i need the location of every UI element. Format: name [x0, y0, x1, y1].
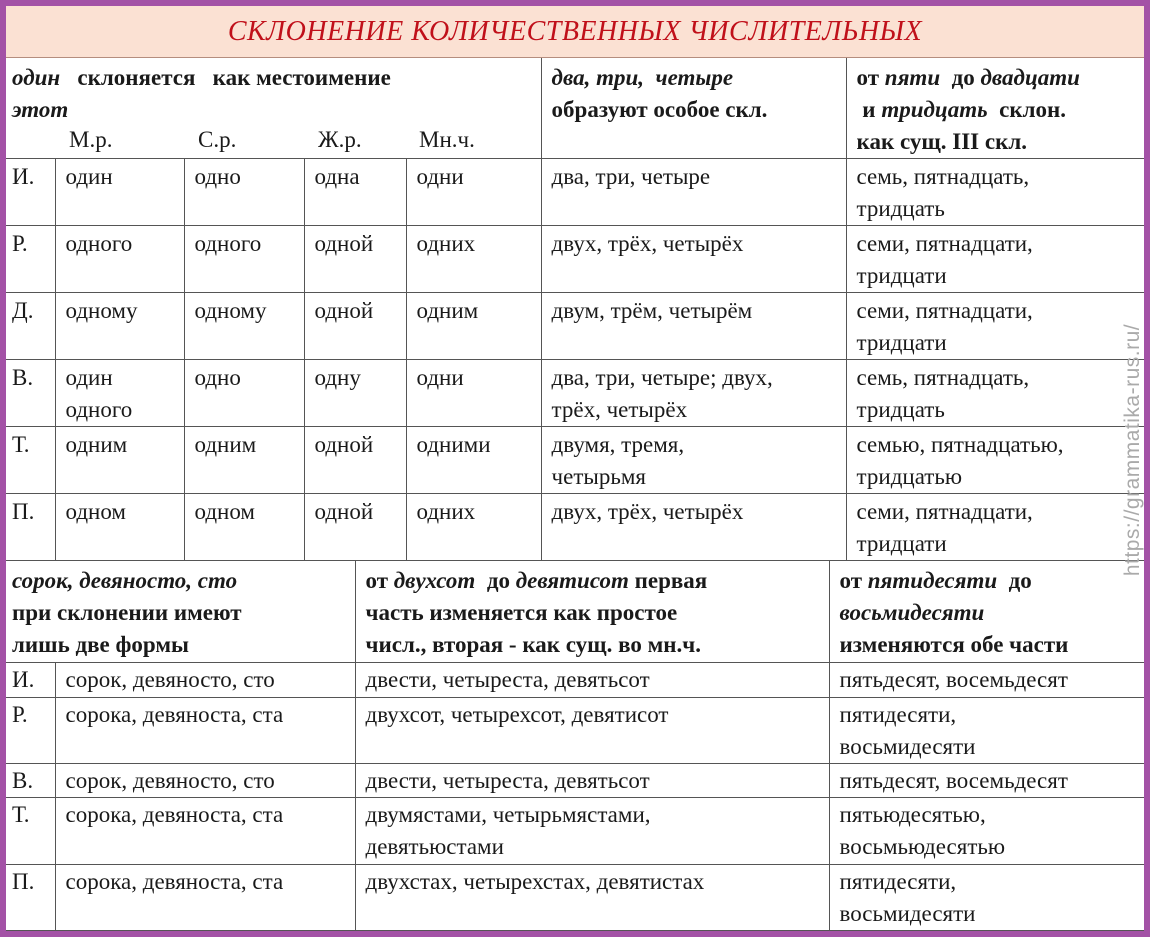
cell-hundreds	[355, 697, 829, 763]
cell-text: двумя, тремя,	[551, 432, 685, 457]
cell-masc	[55, 293, 184, 360]
cell-five-thirty	[846, 494, 1144, 561]
cell-text: семью, пятнадцатью,	[856, 432, 1064, 457]
cell-text: двух, трёх, четырёх	[551, 231, 744, 256]
cell-two-four	[541, 159, 846, 226]
gender-n: С.р.	[198, 127, 237, 152]
cell-fem	[304, 159, 406, 226]
cell-tens	[829, 662, 1144, 697]
cell-fem	[304, 494, 406, 561]
cell-text: девятьюстами	[365, 833, 504, 859]
cell-sorok	[55, 797, 355, 864]
cell-text: тридцать	[856, 397, 945, 422]
case-label	[6, 797, 55, 864]
cell-text: сорока, девяноста, ста	[65, 701, 284, 727]
table-row	[6, 797, 1144, 864]
cell-text: один	[65, 164, 113, 189]
cell-text: сорок, девяносто, сто	[65, 666, 275, 692]
case-label	[6, 763, 55, 797]
cell-text: одному	[194, 298, 267, 323]
cell-plural	[406, 494, 541, 561]
cell-text: одних	[416, 499, 476, 524]
cell-text: одного	[65, 231, 133, 256]
cell-masc	[55, 494, 184, 561]
cell-text: семи, пятнадцати,	[856, 298, 1033, 323]
cell-text: семь, пятнадцать,	[856, 365, 1030, 390]
cell-sorok	[55, 662, 355, 697]
header-pyat: от пяти до двадцати и тридцать склон. как сущ. III скл.	[846, 58, 1144, 159]
cell-masc	[55, 226, 184, 293]
cell-two-four	[541, 226, 846, 293]
cell-text: одной	[314, 432, 374, 457]
cell-plural	[406, 427, 541, 494]
cell-text: семи, пятнадцати,	[856, 231, 1033, 256]
declension-table-top	[6, 58, 1144, 561]
cell-text: два, три, четыре; двух,	[551, 365, 773, 390]
cell-text: одни	[416, 164, 464, 189]
case-label	[6, 159, 55, 226]
header-row-bottom	[6, 561, 1144, 662]
cell-text: одного	[194, 231, 262, 256]
cell-two-four	[541, 360, 846, 427]
cell-text: двести, четыреста, девятьсот	[365, 767, 650, 793]
cell-neut	[184, 494, 304, 561]
table-row	[6, 763, 1144, 797]
cell-text: одних	[416, 231, 476, 256]
cell-sorok	[55, 864, 355, 930]
cell-text: П.	[12, 868, 35, 894]
case-label	[6, 293, 55, 360]
cell-plural	[406, 360, 541, 427]
header-dvuhsot: от двухсот до девятисот первая часть изменяется как простое числ., вторая - как сущ. во мн.ч.	[355, 561, 829, 662]
cell-tens	[829, 797, 1144, 864]
cell-text: тридцати	[856, 263, 947, 288]
watermark: https://grammatika-rus.ru/	[1121, 323, 1145, 577]
cell-text: двум, трём, четырём	[551, 298, 753, 323]
case-label	[6, 697, 55, 763]
cell-text: одно	[194, 365, 241, 390]
cell-text: П.	[12, 499, 35, 524]
cell-tens	[829, 763, 1144, 797]
cell-text: пятьдесят, восемьдесят	[839, 767, 1068, 793]
cell-text: одним	[416, 298, 479, 323]
cell-text: два, три, четыре	[551, 164, 711, 189]
cell-neut	[184, 293, 304, 360]
table-row	[6, 662, 1144, 697]
cell-text: трёх, четырёх	[551, 397, 688, 422]
cell-text: одному	[65, 298, 138, 323]
cell-text: двухстах, четырехстах, девятистах	[365, 868, 705, 894]
cell-hundreds	[355, 763, 829, 797]
cell-text: одними	[416, 432, 491, 457]
cell-text: одним	[194, 432, 257, 457]
cell-text: один	[65, 365, 113, 390]
table-row	[6, 427, 1144, 494]
cell-plural	[406, 159, 541, 226]
cell-sorok	[55, 697, 355, 763]
cell-text: В.	[12, 767, 34, 793]
cell-neut	[184, 159, 304, 226]
cell-neut	[184, 226, 304, 293]
cell-text: восьмидесяти	[839, 733, 976, 759]
cell-text: тридцатью	[856, 464, 963, 489]
header-pyatdesyat: от пятидесяти до восьмидесяти изменяются обе части	[829, 561, 1144, 662]
cell-text: В.	[12, 365, 34, 390]
table-row	[6, 697, 1144, 763]
cell-text: пятьдесят, восемьдесят	[839, 666, 1068, 692]
cell-text: Р.	[12, 701, 28, 727]
cell-text: двести, четыреста, девятьсот	[365, 666, 650, 692]
cell-tens	[829, 864, 1144, 930]
cell-text: одна	[314, 164, 360, 189]
cell-text: Д.	[12, 298, 34, 323]
cell-text: восьмьюдесятью	[839, 833, 1006, 859]
cell-five-thirty	[846, 226, 1144, 293]
cell-text: семь, пятнадцать,	[856, 164, 1030, 189]
gender-pl: Мн.ч.	[419, 127, 475, 152]
declension-table-bottom	[6, 561, 1144, 931]
cell-text: сорок, девяносто, сто	[65, 767, 275, 793]
gender-m: М.р.	[69, 127, 113, 152]
cell-text: Т.	[12, 801, 30, 827]
cell-text: одни	[416, 365, 464, 390]
table-row	[6, 159, 1144, 226]
case-label	[6, 427, 55, 494]
cell-hundreds	[355, 797, 829, 864]
cell-fem	[304, 293, 406, 360]
header-odin: один склоняется как местоимение этот М.р. С.р. Ж.р. Мн.ч.	[6, 58, 541, 159]
cell-text: Т.	[12, 432, 30, 457]
cell-two-four	[541, 427, 846, 494]
cell-text: сорока, девяноста, ста	[65, 868, 284, 894]
cell-text: И.	[12, 666, 35, 692]
cell-five-thirty	[846, 360, 1144, 427]
cell-text: двух, трёх, четырёх	[551, 499, 744, 524]
cell-text: Р.	[12, 231, 28, 256]
cell-text: двухсот, четырехсот, девятисот	[365, 701, 669, 727]
cell-text: одного	[65, 397, 133, 422]
header-dva: два, три, четыре образуют особое скл.	[541, 58, 846, 159]
cell-neut	[184, 427, 304, 494]
cell-plural	[406, 226, 541, 293]
table-row	[6, 293, 1144, 360]
cell-fem	[304, 427, 406, 494]
cell-text: одной	[314, 298, 374, 323]
cell-text: одном	[194, 499, 255, 524]
case-label	[6, 864, 55, 930]
cell-text: одним	[65, 432, 128, 457]
gender-f: Ж.р.	[318, 127, 362, 152]
table-row	[6, 360, 1144, 427]
cell-fem	[304, 360, 406, 427]
cell-five-thirty	[846, 159, 1144, 226]
cell-text: И.	[12, 164, 35, 189]
cell-text: пятьюдесятью,	[839, 801, 986, 827]
cell-text: одной	[314, 499, 374, 524]
page-title: СКЛОНЕНИЕ КОЛИЧЕСТВЕННЫХ ЧИСЛИТЕЛЬНЫХ	[6, 6, 1144, 58]
cell-text: двумястами, четырьмястами,	[365, 801, 651, 827]
cell-plural	[406, 293, 541, 360]
cell-text: одну	[314, 365, 361, 390]
cell-two-four	[541, 293, 846, 360]
case-label	[6, 494, 55, 561]
cell-text: тридцать	[856, 196, 945, 221]
cell-text: восьмидесяти	[839, 900, 976, 926]
cell-hundreds	[355, 662, 829, 697]
cell-five-thirty	[846, 427, 1144, 494]
table-row	[6, 864, 1144, 930]
cell-hundreds	[355, 864, 829, 930]
cell-masc	[55, 427, 184, 494]
cell-text: тридцати	[856, 330, 947, 355]
case-label	[6, 662, 55, 697]
cell-fem	[304, 226, 406, 293]
cell-text: одном	[65, 499, 126, 524]
cell-text: тридцати	[856, 531, 947, 556]
cell-two-four	[541, 494, 846, 561]
cell-text: одной	[314, 231, 374, 256]
table-row	[6, 494, 1144, 561]
cell-sorok	[55, 763, 355, 797]
cell-masc	[55, 360, 184, 427]
cell-text: пятидесяти,	[839, 701, 957, 727]
cell-text: сорока, девяноста, ста	[65, 801, 284, 827]
cell-text: одно	[194, 164, 241, 189]
cell-text: пятидесяти,	[839, 868, 957, 894]
cell-five-thirty	[846, 293, 1144, 360]
table-row	[6, 226, 1144, 293]
header-row	[6, 58, 1144, 159]
cell-masc	[55, 159, 184, 226]
header-sorok: сорок, девяносто, сто при склонении имеют лишь две формы	[6, 561, 355, 662]
case-label	[6, 360, 55, 427]
cell-text: семи, пятнадцати,	[856, 499, 1033, 524]
case-label	[6, 226, 55, 293]
cell-neut	[184, 360, 304, 427]
cell-text: четырьмя	[551, 464, 646, 489]
cell-tens	[829, 697, 1144, 763]
